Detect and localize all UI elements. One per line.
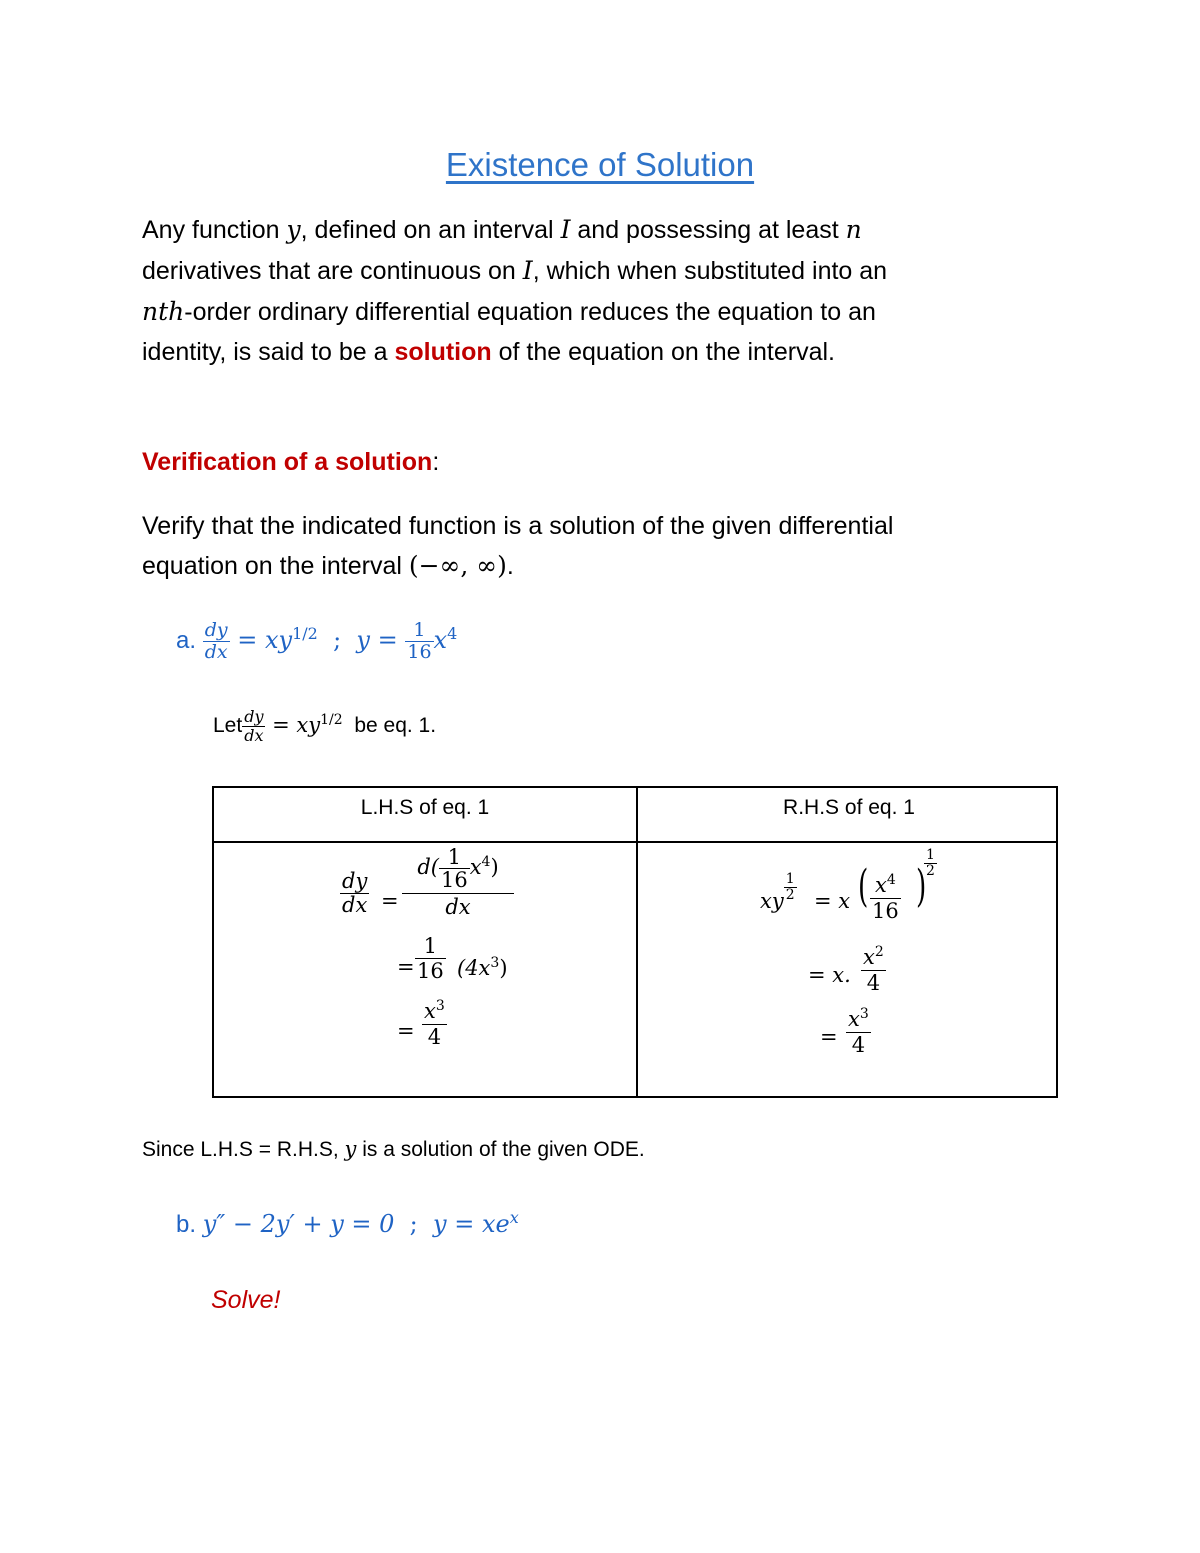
- numerator: 1: [405, 620, 433, 642]
- exponent: 2: [874, 944, 884, 960]
- paren: ): [499, 956, 508, 980]
- text-run: is a solution of the given ODE.: [356, 1138, 645, 1161]
- heading-colon: :: [432, 448, 440, 476]
- math-var: x: [424, 999, 436, 1023]
- numerator: dy: [342, 869, 368, 893]
- numerator: 1: [926, 847, 935, 863]
- numerator: [861, 940, 886, 971]
- paren: ): [490, 855, 499, 880]
- math-var: nth: [142, 297, 185, 326]
- math-expr: = x.: [808, 963, 851, 987]
- exponent: 3: [435, 998, 445, 1014]
- denominator: 2: [785, 887, 795, 903]
- math-var: x: [848, 1007, 860, 1031]
- numerator: 1: [415, 934, 446, 959]
- denominator: 16: [417, 959, 444, 983]
- numerator: [846, 1002, 871, 1033]
- result-fraction: [846, 1002, 871, 1057]
- heading-text: Verification of a solution: [142, 448, 433, 476]
- solution-keyword: solution: [394, 338, 492, 366]
- coefficient-fraction: [405, 620, 433, 663]
- text-run: , defined on an interval: [300, 216, 561, 244]
- conclusion-statement: [142, 1137, 645, 1162]
- exponent: 4: [447, 623, 458, 643]
- denominator: dx: [204, 641, 228, 663]
- text-run: Since L.H.S = R.H.S,: [142, 1138, 345, 1161]
- derivative-denominator: dx: [445, 895, 471, 919]
- definition-line-1: [142, 209, 1062, 250]
- math-var: x: [433, 625, 448, 654]
- math-expr: y =: [356, 625, 406, 654]
- problem-label: a.: [176, 626, 203, 654]
- verification-instruction: [142, 507, 1062, 586]
- text-run: Any function: [142, 216, 287, 244]
- exponent: 1/2: [292, 623, 318, 643]
- derivative-numerator: [402, 846, 514, 894]
- math-var: y: [344, 1137, 357, 1161]
- right-paren: ): [916, 861, 927, 912]
- equals-sign: =: [397, 1019, 415, 1043]
- ode-equation: y″ − 2y′ + y = 0: [202, 1210, 395, 1238]
- problem-label: b.: [176, 1211, 203, 1238]
- coefficient-fraction: [415, 934, 446, 983]
- text-run: -order ordinary differential equation reduces the equation to an: [184, 298, 876, 326]
- rhs-working: [638, 842, 1056, 1096]
- math-expr: = x: [814, 889, 851, 913]
- denominator: 2: [926, 863, 935, 879]
- numerator: dy: [204, 619, 228, 641]
- denominator: dx: [342, 893, 368, 917]
- text-run: derivatives that are continuous on: [142, 257, 523, 285]
- math-var: x: [469, 855, 482, 880]
- interval: (−∞, ∞): [408, 551, 507, 580]
- lhs-header: L.H.S of eq. 1: [360, 796, 490, 819]
- numerator: 1: [439, 846, 470, 869]
- denominator: 16: [872, 899, 899, 923]
- exponent: 1/2: [320, 712, 343, 729]
- inner-fraction: [870, 868, 901, 923]
- text-run: equation on the interval: [142, 552, 409, 580]
- derivative-expression: [402, 846, 514, 919]
- math-var: I: [560, 215, 571, 244]
- problem-b: [176, 1208, 519, 1239]
- math-var: I: [522, 256, 533, 285]
- definition-line-2: [142, 250, 1062, 291]
- instruction-line-1: Verify that the indicated function is a solution of the given differential: [142, 512, 894, 540]
- exponent: 3: [859, 1006, 869, 1022]
- derivative-fraction: [242, 708, 265, 745]
- verification-table: [212, 786, 1058, 1098]
- product-term: [457, 952, 508, 980]
- section-heading: [142, 448, 439, 477]
- denominator: 16: [407, 641, 432, 663]
- numerator: 1: [785, 871, 795, 887]
- left-paren: (: [858, 861, 869, 912]
- denominator: dx: [244, 726, 264, 745]
- derivative-fraction: [203, 620, 230, 663]
- exponent: x: [509, 1208, 519, 1227]
- x2-over-4-fraction: [861, 940, 886, 995]
- math-var: y: [286, 215, 301, 244]
- math-var: x: [874, 873, 887, 897]
- math-var: x: [863, 945, 875, 969]
- exponent: 4: [481, 854, 491, 871]
- math-expr: (4x: [457, 956, 491, 980]
- math-var: n: [845, 215, 862, 244]
- xy-half-power: [760, 872, 797, 913]
- equals-sign: =: [820, 1025, 838, 1049]
- text-run: , which when substituted into an: [532, 257, 888, 285]
- text-run: identity, is said to be a: [142, 338, 395, 366]
- text-run: of the equation on the interval.: [491, 338, 835, 366]
- let-statement: [213, 708, 436, 745]
- definition-paragraph: [142, 209, 1062, 373]
- candidate-solution: y = xe: [433, 1210, 510, 1238]
- numerator: [870, 868, 901, 899]
- equals-sign: =: [381, 889, 399, 913]
- math-expr: d(: [417, 855, 439, 880]
- page-title: Existence of Solution: [445, 146, 755, 183]
- separator: ;: [317, 625, 357, 654]
- instruction-line-2: [142, 546, 1062, 586]
- solve-prompt: Solve!: [211, 1286, 281, 1314]
- definition-line-3: [142, 291, 1062, 332]
- denominator: 16: [440, 868, 468, 892]
- denominator: 4: [851, 1033, 866, 1057]
- definition-line-4: [142, 332, 1062, 373]
- dy-dx-fraction: [340, 870, 369, 917]
- numerator: [422, 994, 447, 1025]
- coefficient-fraction: [439, 846, 470, 891]
- separator: ;: [394, 1210, 434, 1238]
- text-run: and possessing at least: [570, 216, 846, 244]
- math-expr: = xy: [265, 713, 321, 738]
- rhs-header: R.H.S of eq. 1: [783, 796, 915, 819]
- problem-a: [176, 620, 457, 663]
- exponent: 4: [886, 872, 896, 888]
- math-expr: = xy: [229, 625, 293, 654]
- denominator: 4: [866, 971, 881, 995]
- text-run: .: [506, 552, 514, 580]
- half-exponent: [784, 872, 797, 903]
- text-run: Let: [213, 714, 243, 738]
- numerator: dy: [244, 707, 264, 726]
- text-run: be eq. 1.: [342, 714, 437, 738]
- equals-sign: =: [397, 955, 415, 979]
- half-exponent: [924, 848, 937, 879]
- lhs-working: [214, 842, 636, 1096]
- exponent: 3: [490, 955, 500, 971]
- math-expr: xy: [760, 888, 784, 913]
- denominator: 4: [427, 1025, 442, 1049]
- result-fraction: [422, 994, 447, 1049]
